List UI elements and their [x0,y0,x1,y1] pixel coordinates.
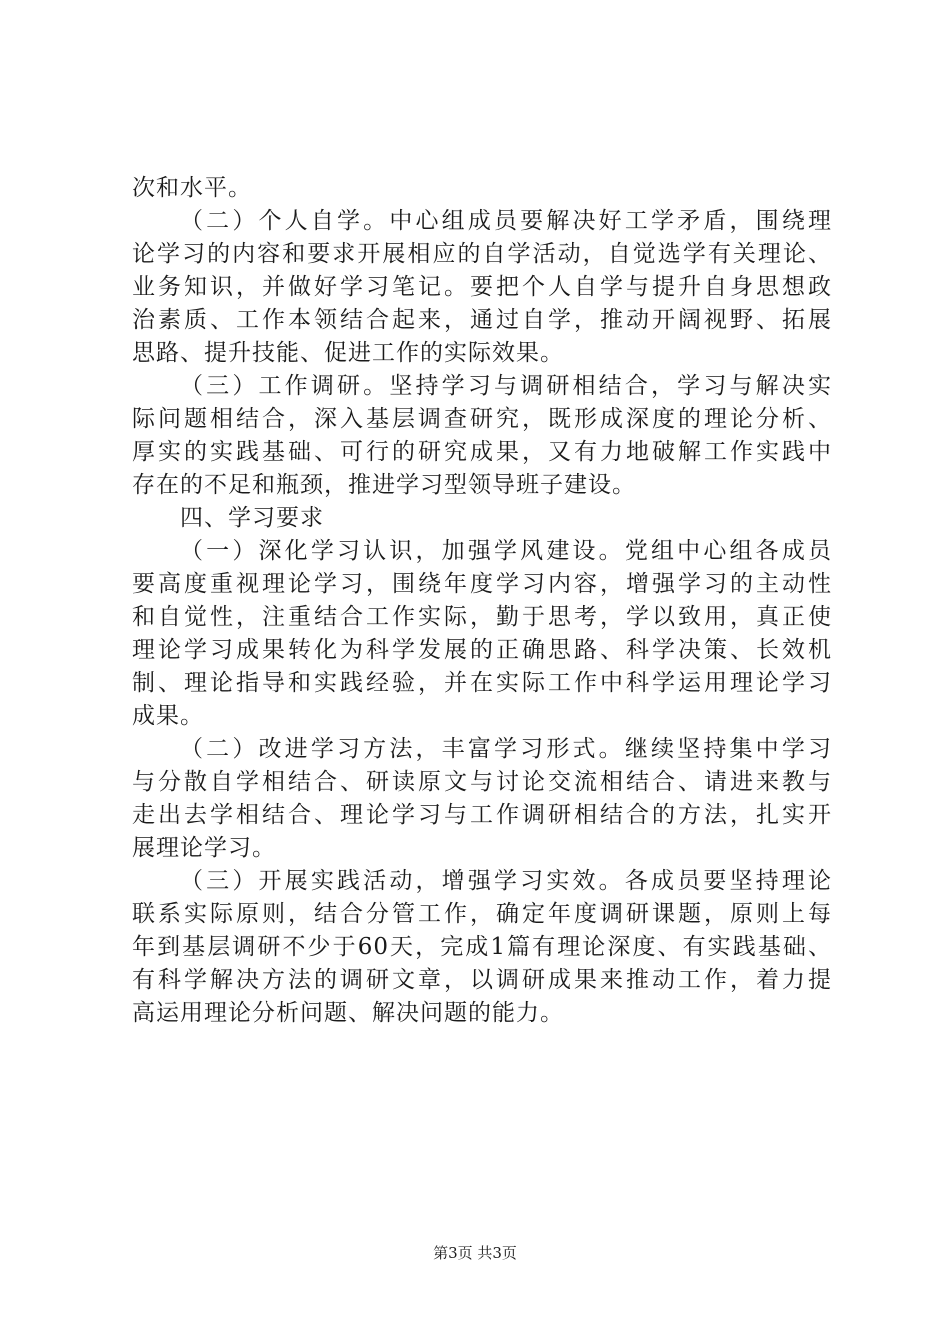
text-line: 高运用理论分析问题、解决问题的能力。 [132,1000,564,1026]
text-line: 成果。 [132,703,204,729]
text-line: 四、学习要求 [180,505,324,531]
text-line: 要高度重视理论学习，围绕年度学习内容，增强学习的主动性 [132,571,832,597]
text-line: 与分散自学相结合、研读原文与讨论交流相结合、请进来教与 [132,769,832,795]
text-line: 次和水平。 [132,175,252,201]
text-line: 年到基层调研不少于60天，完成1篇有理论深度、有实践基础、 [132,934,832,960]
text-line: （三）开展实践活动，增强学习实效。各成员要坚持理论 [180,868,832,894]
text-line: 思路、提升技能、促进工作的实际效果。 [132,340,564,366]
text-line: 理论学习成果转化为科学发展的正确思路、科学决策、长效机 [132,637,832,663]
text-line: 业务知识，并做好学习笔记。要把个人自学与提升自身思想政 [132,274,832,300]
text-line: （二）改进学习方法，丰富学习形式。继续坚持集中学习 [180,736,832,762]
text-line: 联系实际原则，结合分管工作，确定年度调研课题，原则上每 [132,901,832,927]
text-line: 和自觉性，注重结合工作实际，勤于思考，学以致用，真正使 [132,604,832,630]
page-footer: 第3页 共3页 [433,1244,517,1262]
text-line: 治素质、工作本领结合起来，通过自学，推动开阔视野、拓展 [132,307,832,333]
text-line: （一）深化学习认识，加强学风建设。党组中心组各成员 [180,538,832,564]
text-line: 际问题相结合，深入基层调查研究，既形成深度的理论分析、 [132,406,832,432]
text-line: 论学习的内容和要求开展相应的自学活动，自觉选学有关理论、 [132,241,832,267]
text-line: （二）个人自学。中心组成员要解决好工学矛盾，围绕理 [180,208,832,234]
text-line: 厚实的实践基础、可行的研究成果，又有力地破解工作实践中 [132,439,832,465]
text-line: 制、理论指导和实践经验，并在实际工作中科学运用理论学习 [132,670,832,696]
document-body [132,172,832,1030]
text-line: 走出去学相结合、理论学习与工作调研相结合的方法，扎实开 [132,802,832,828]
text-line: 有科学解决方法的调研文章，以调研成果来推动工作，着力提 [132,967,832,993]
text-line: （三）工作调研。坚持学习与调研相结合，学习与解决实 [180,373,832,399]
text-line: 存在的不足和瓶颈，推进学习型领导班子建设。 [132,472,636,498]
text-line: 展理论学习。 [132,835,276,861]
